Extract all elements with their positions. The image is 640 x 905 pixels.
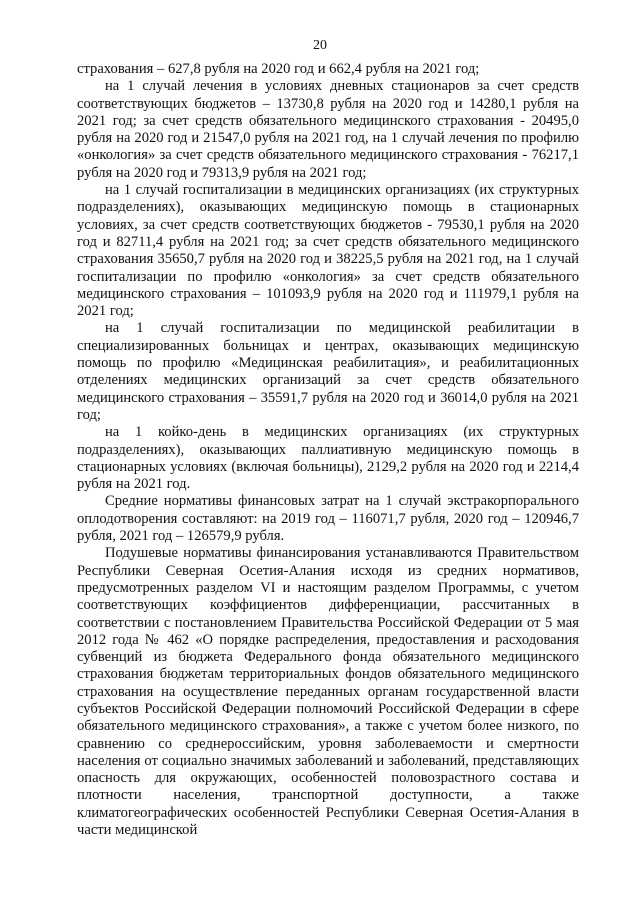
paragraph-rehabilitation-rate: на 1 случай госпитализации по медицинской реабилитации в специализированных больницах и центрах, оказывающих медицинскую помощь по профилю «Медицинская реабилитация», и реабилитационных отделениях медицинских организаций за счет средств обязательного медицинского страхования – 35591,7 рубля на 2020 год и 36014,0 рубля на 2021 год; xyxy=(77,320,579,423)
paragraph-continuation: страхования – 627,8 рубля на 2020 год и 662,4 рубля на 2021 год; xyxy=(77,61,480,77)
paragraph-day-hospital-rate: на 1 случай лечения в условиях дневных стационаров за счет средств соответствующих бюджетов – 13730,8 рубля на 2020 год и 14280,1 рубля на 2021 год; за счет средств обязательного медицинского страхования - 20495,0 рубля на 2020 год и 21547,0 рубля на 2021 год, на 1 случай лечения по профилю «онкология» за счет средств обязательного медицинского страхования - 76217,1 рубля на 2020 год и 79313,9 рубля на 2021 год; xyxy=(77,78,579,181)
paragraph-bed-day-rate: на 1 койко-день в медицинских организациях (их структурных подразделениях), оказывающих паллиативную медицинскую помощь в стационарных условиях (включая больницы), 2129,2 рубля на 2020 год и 2214,4 рубля на 2021 год. xyxy=(77,424,579,493)
document-body xyxy=(77,61,579,839)
paragraph-hospitalization-rate: на 1 случай госпитализации в медицинских организациях (их структурных подразделениях), оказывающих медицинскую помощь в стационарных условиях, за счет средств соответствующих бюджетов - 79530,1 рубля на 2020 год и 82711,4 рубля на 2021 год; за счет средств обязательного медицинского страхования 35650,7 рубля на 2020 год и 38225,5 рубля на 2021 год, на 1 случай госпитализации по профилю «онкология» за счет средств обязательного медицинского страхования – 101093,9 рубля на 2020 год и 111979,1 рубля на 2021 год; xyxy=(77,182,579,320)
page-number: 20 xyxy=(313,38,327,53)
paragraph-ivf-rate: Средние нормативы финансовых затрат на 1 случай экстракорпорального оплодотворения составляют: на 2019 год – 116071,7 рубля, 2020 год – 120946,7 рубля, 2021 год – 126579,9 рубля. xyxy=(77,493,579,545)
paragraph-per-capita-standards: Подушевые нормативы финансирования устанавливаются Правительством Республики Северная Осетия-Алания исходя из средних нормативов, предусмотренных разделом VI и настоящим разделом Программы, с учетом соответствующих коэффициентов дифференциации, рассчитанных в соответствии с постановлением Правительства Российской Федерации от 5 мая 2012 года № 462 «О порядке распределения, предоставления и расходования субвенций из бюджета Федерального фонда обязательного медицинского страхования бюджетам территориальных фондов обязательного медицинского страхования на осуществление переданных органам государственной власти субъектов Российской Федерации полномочий Российской Федерации в сфере обязательного медицинского страхования», а также с учетом более низкого, по сравнению со среднероссийским, уровня заболеваемости и смертности населения от социально значимых заболеваний и заболеваний, представляющих опасность для окружающих, особенностей половозрастного состава и плотности населения, транспортной доступности, а также климатогеографических особенностей Республики Северная Осетия-Алания в части медицинской xyxy=(77,545,579,839)
